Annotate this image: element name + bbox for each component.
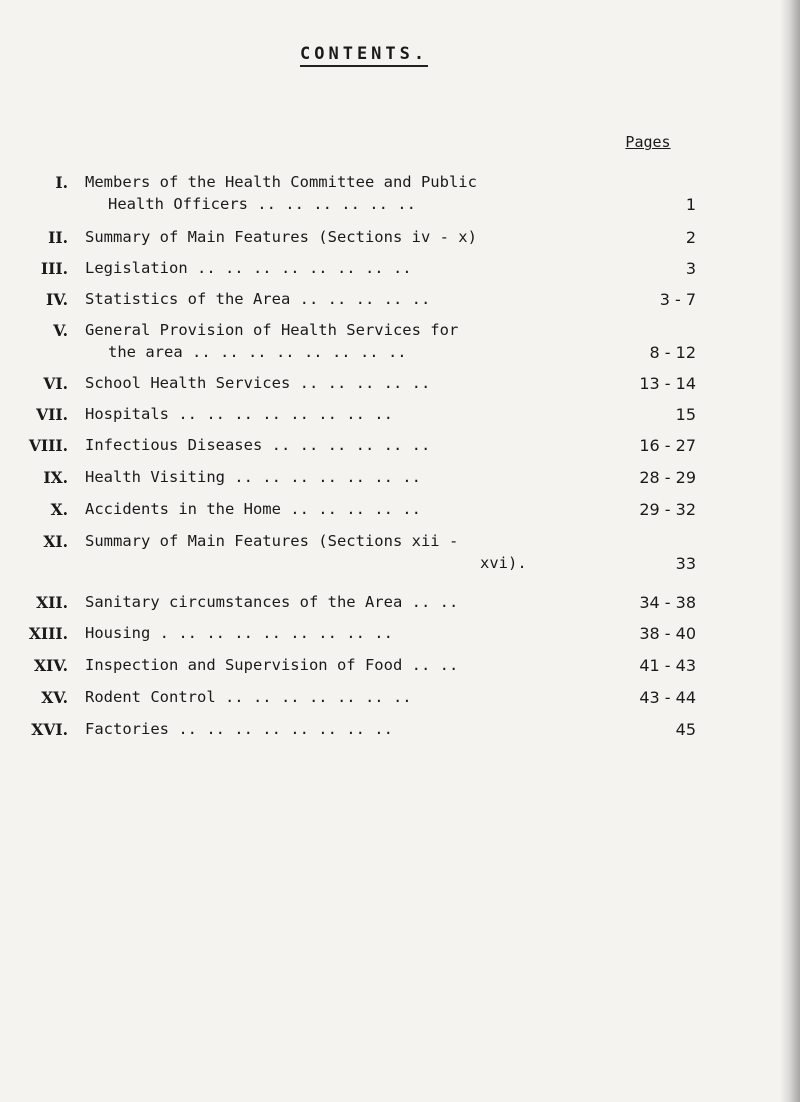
section-title: Accidents in the Home .. .. .. .. ..	[85, 500, 421, 518]
section-number: IX.	[43, 468, 68, 487]
page-edge-shadow	[780, 0, 800, 1102]
section-number: XV.	[41, 688, 68, 707]
section-number: VIII.	[28, 436, 68, 455]
section-number: VI.	[43, 374, 68, 393]
page-range: 41 - 43	[639, 656, 696, 675]
page-range: 33	[675, 554, 696, 573]
pages-column-header: Pages	[625, 133, 671, 151]
section-title-continued: the area .. .. .. .. .. .. .. ..	[108, 343, 407, 361]
page-range: 28 - 29	[639, 468, 696, 487]
page-range: 13 - 14	[639, 374, 696, 393]
section-title: Factories .. .. .. .. .. .. .. ..	[85, 720, 393, 738]
section-number: X.	[50, 500, 68, 519]
section-title: Infectious Diseases .. .. .. .. .. ..	[85, 436, 431, 454]
page-range: 1	[685, 195, 696, 214]
page-range: 8 - 12	[649, 343, 696, 362]
page-title: CONTENTS.	[300, 44, 428, 67]
section-title-continued: Health Officers .. .. .. .. .. ..	[108, 195, 416, 213]
section-number: XVI.	[31, 720, 68, 739]
section-number: XI.	[43, 532, 68, 551]
page-range: 3 - 7	[659, 290, 696, 309]
section-title: Legislation .. .. .. .. .. .. .. ..	[85, 259, 412, 277]
page-range: 16 - 27	[639, 436, 696, 455]
section-number: III.	[40, 259, 68, 278]
section-number: V.	[53, 321, 68, 340]
page-range: 34 - 38	[639, 593, 696, 612]
section-title-continued: xvi).	[480, 554, 527, 572]
page-range: 38 - 40	[639, 624, 696, 643]
section-title: Statistics of the Area .. .. .. .. ..	[85, 290, 431, 308]
section-title: Health Visiting .. .. .. .. .. .. ..	[85, 468, 421, 486]
section-number: XIII.	[28, 624, 68, 643]
page-range: 15	[675, 405, 696, 424]
section-title: Inspection and Supervision of Food .. ..	[85, 656, 459, 674]
section-number: I.	[55, 173, 68, 192]
page-range: 2	[685, 228, 696, 247]
section-title: Summary of Main Features (Sections xii -	[85, 532, 459, 550]
section-number: IV.	[46, 290, 68, 309]
section-title: Hospitals .. .. .. .. .. .. .. ..	[85, 405, 393, 423]
section-title: Housing . .. .. .. .. .. .. .. ..	[85, 624, 393, 642]
section-number: XIV.	[34, 656, 68, 675]
section-number: VII.	[36, 405, 68, 424]
section-title: General Provision of Health Services for	[85, 321, 459, 339]
page-range: 3	[685, 259, 696, 278]
section-title: Members of the Health Committee and Public	[85, 173, 477, 191]
section-title: Summary of Main Features (Sections iv - x)	[85, 228, 477, 246]
page-range: 45	[675, 720, 696, 739]
section-title: Sanitary circumstances of the Area .. ..	[85, 593, 459, 611]
section-number: XII.	[36, 593, 68, 612]
page-range: 29 - 32	[639, 500, 696, 519]
page-range: 43 - 44	[639, 688, 696, 707]
section-title: Rodent Control .. .. .. .. .. .. ..	[85, 688, 412, 706]
section-number: II.	[48, 228, 68, 247]
section-title: School Health Services .. .. .. .. ..	[85, 374, 431, 392]
